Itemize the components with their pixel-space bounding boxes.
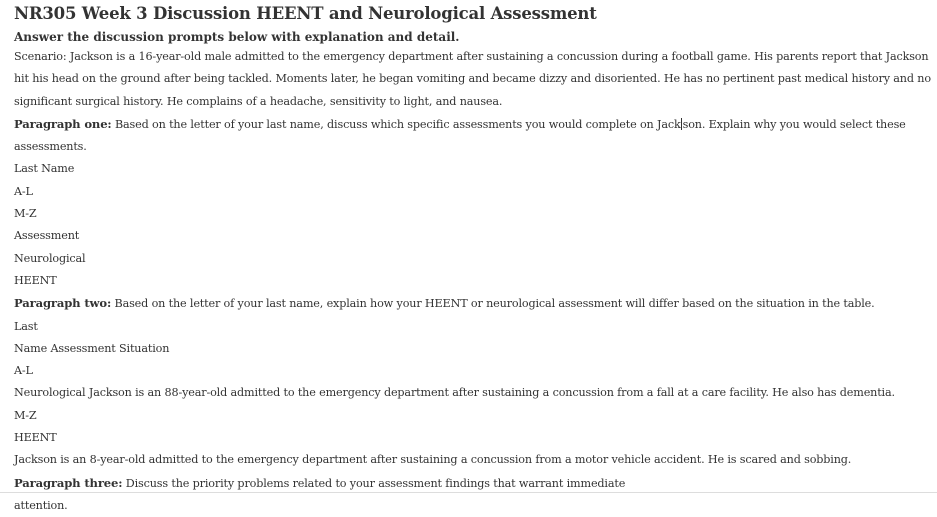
discussion-document xyxy=(14,4,934,517)
paragraph-two-prompt xyxy=(14,292,934,315)
scenario-paragraph: Scenario: Jackson is a 16-year-old male admitted to the emergency department after sustaining a concussion during a football game. His parents report that Jackson hit his head on the ground after being tackled. Moments later, he began vomiting and became dizzy and disoriented. He has no pertinent past medical history and no significant surgical history. He complains of a headache, sensitivity to light, and nausea. xyxy=(14,50,931,108)
paragraph-three-text: Discuss the priority problems related to your assessment findings that warrant immediate xyxy=(122,476,626,490)
page-title: NR305 Week 3 Discussion HEENT and Neurological Assessment xyxy=(14,4,597,23)
table-two-line: Last xyxy=(14,319,38,333)
table-two-line: A-L xyxy=(14,364,33,378)
paragraph-two-text: Based on the letter of your last name, explain how your HEENT or neurological assessment will differ based on the situation in the table. xyxy=(111,297,875,311)
table-two-line: HEENT xyxy=(14,431,57,445)
instructions-heading: Answer the discussion prompts below with explanation and detail. xyxy=(14,30,460,44)
paragraph-three-label: Paragraph three: xyxy=(14,475,123,490)
paragraph-one-text: Based on the letter of your last name, discuss which specific assessments you would complete on Jack xyxy=(111,117,681,131)
table-one-line: Last Name xyxy=(14,162,75,176)
table-two-line: Neurological Jackson is an 88-year-old admitted to the emergency department after sustaining a concussion from a fall at a care facility. He also has dementia. xyxy=(14,386,895,400)
paragraph-one-prompt xyxy=(14,113,934,159)
divider xyxy=(0,492,937,493)
paragraph-one-label: Paragraph one: xyxy=(14,116,112,131)
table-two-line: Name Assessment Situation xyxy=(14,341,170,355)
paragraph-two-label: Paragraph two: xyxy=(14,296,112,311)
table-one-line: A-L xyxy=(14,184,33,198)
table-one-line: HEENT xyxy=(14,273,57,287)
table-one-line: Neurological xyxy=(14,251,86,265)
table-two-line: Jackson is an 8-year-old admitted to the emergency department after sustaining a concussion from a motor vehicle accident. He is scared and sobbing. xyxy=(14,453,852,467)
table-one-line: Assessment xyxy=(14,229,80,243)
table-one-line: M-Z xyxy=(14,207,37,221)
paragraph-three-text-continued: attention. xyxy=(14,498,68,512)
paragraph-one-text-end: son. Explain why you would select these assessments. xyxy=(14,117,906,154)
table-two-line: M-Z xyxy=(14,408,37,422)
